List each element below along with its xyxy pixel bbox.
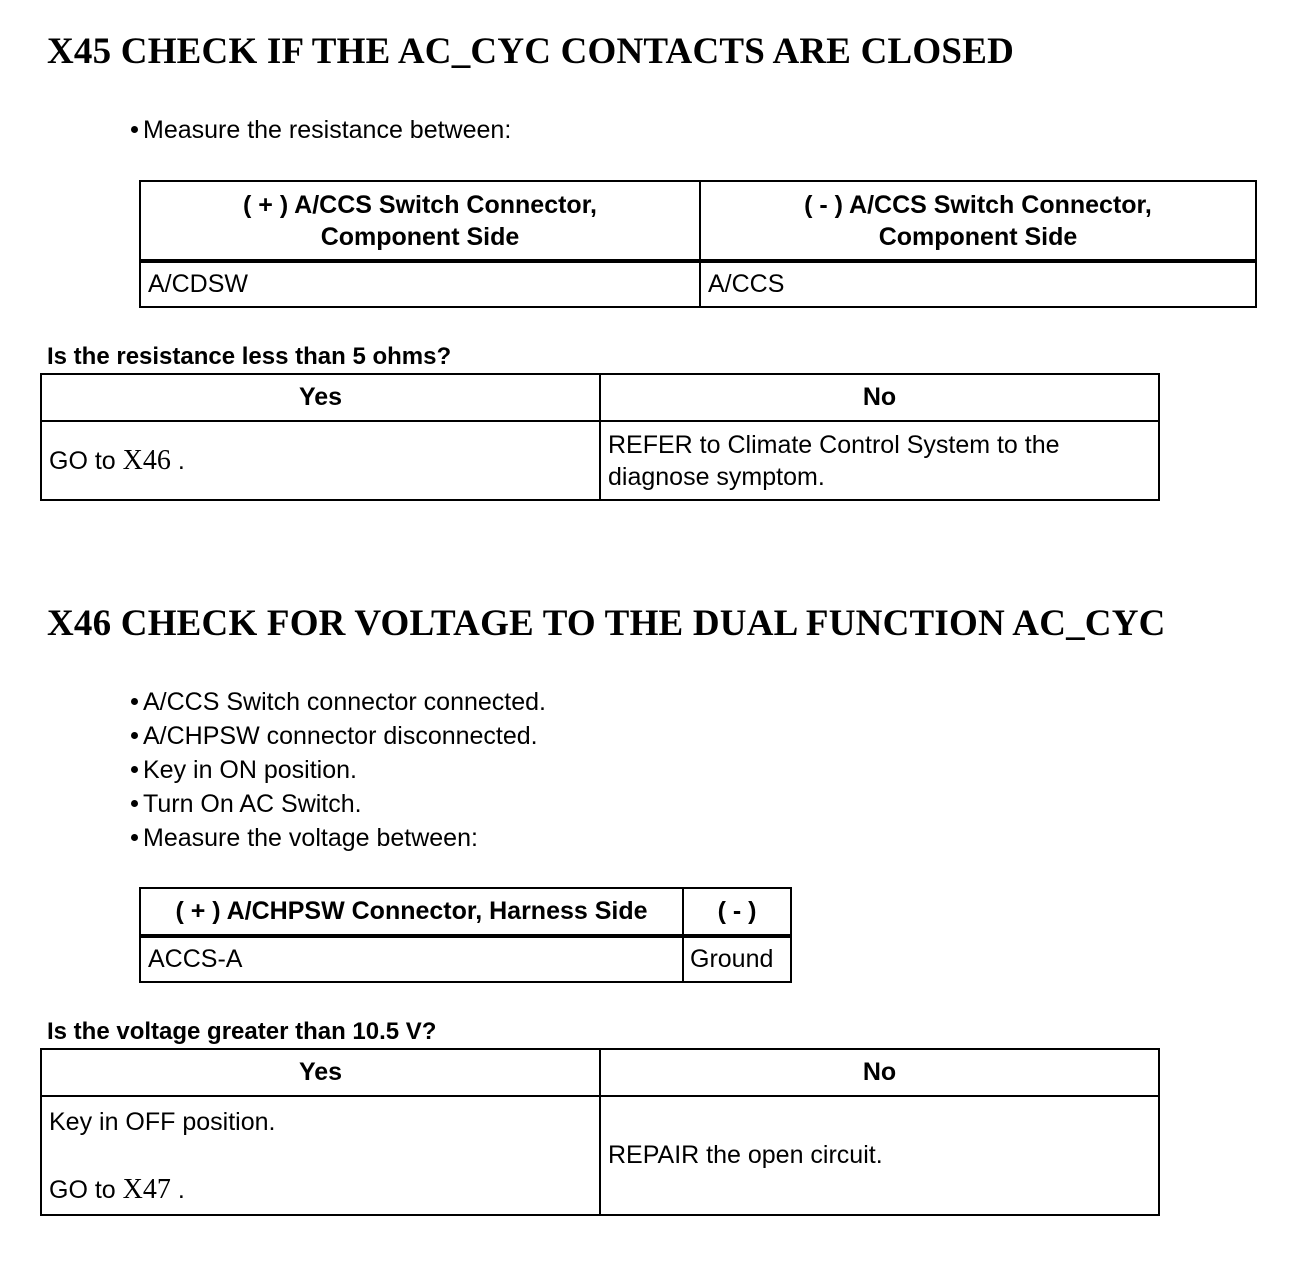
answer-table-x45	[40, 373, 1160, 501]
bullet-icon	[131, 766, 138, 773]
bullet-icon	[131, 834, 138, 841]
table-header-row	[41, 1049, 1159, 1096]
negative-pin-cell: Ground	[683, 936, 791, 982]
positive-connector-header: ( + ) A/CCS Switch Connector, Component Side	[140, 181, 700, 261]
yes-action-cell: Key in OFF position. GO to X47 .	[41, 1096, 600, 1215]
positive-pin-cell: A/CDSW	[140, 261, 700, 307]
step-reference-link[interactable]: X46	[122, 444, 171, 476]
no-column-header: No	[600, 374, 1159, 421]
table-header-row	[140, 181, 1256, 261]
no-action-cell: REPAIR the open circuit.	[600, 1096, 1159, 1215]
step-list-x45	[131, 113, 511, 147]
yes-column-header: Yes	[41, 374, 600, 421]
step-item: Turn On AC Switch.	[131, 787, 546, 821]
step-item: Key in ON position.	[131, 753, 546, 787]
measurement-table-x46	[139, 887, 792, 983]
step-item: A/CCS Switch connector connected.	[131, 685, 546, 719]
yes-action-cell: GO to X46 .	[41, 421, 600, 500]
positive-pin-cell: ACCS-A	[140, 936, 683, 982]
section-heading-x46: X46 CHECK FOR VOLTAGE TO THE DUAL FUNCTION AC_CYC	[47, 603, 1166, 644]
negative-connector-header: ( - )	[683, 888, 791, 936]
bullet-icon	[131, 800, 138, 807]
no-action-cell: REFER to Climate Control System to the diagnose symptom.	[600, 421, 1159, 500]
step-reference-link[interactable]: X47	[122, 1173, 171, 1205]
bullet-icon	[131, 732, 138, 739]
yes-column-header: Yes	[41, 1049, 600, 1096]
table-header-row	[140, 888, 791, 936]
step-item: Measure the resistance between:	[131, 113, 511, 147]
table-header-row	[41, 374, 1159, 421]
step-list-x46	[131, 685, 546, 855]
table-row	[140, 936, 791, 982]
no-column-header: No	[600, 1049, 1159, 1096]
bullet-icon	[131, 126, 138, 133]
bullet-icon	[131, 698, 138, 705]
negative-pin-cell: A/CCS	[700, 261, 1256, 307]
table-row	[41, 1096, 1159, 1215]
table-row	[41, 421, 1159, 500]
section-heading-x45: X45 CHECK IF THE AC_CYC CONTACTS ARE CLOSED	[47, 31, 1014, 72]
step-item: Measure the voltage between:	[131, 821, 546, 855]
step-item: A/CHPSW connector disconnected.	[131, 719, 546, 753]
question-x46: Is the voltage greater than 10.5 V?	[47, 1018, 437, 1045]
measurement-table-x45	[139, 180, 1257, 308]
answer-table-x46	[40, 1048, 1160, 1216]
table-row	[140, 261, 1256, 307]
positive-connector-header: ( + ) A/CHPSW Connector, Harness Side	[140, 888, 683, 936]
negative-connector-header: ( - ) A/CCS Switch Connector, Component Side	[700, 181, 1256, 261]
question-x45: Is the resistance less than 5 ohms?	[47, 343, 452, 370]
